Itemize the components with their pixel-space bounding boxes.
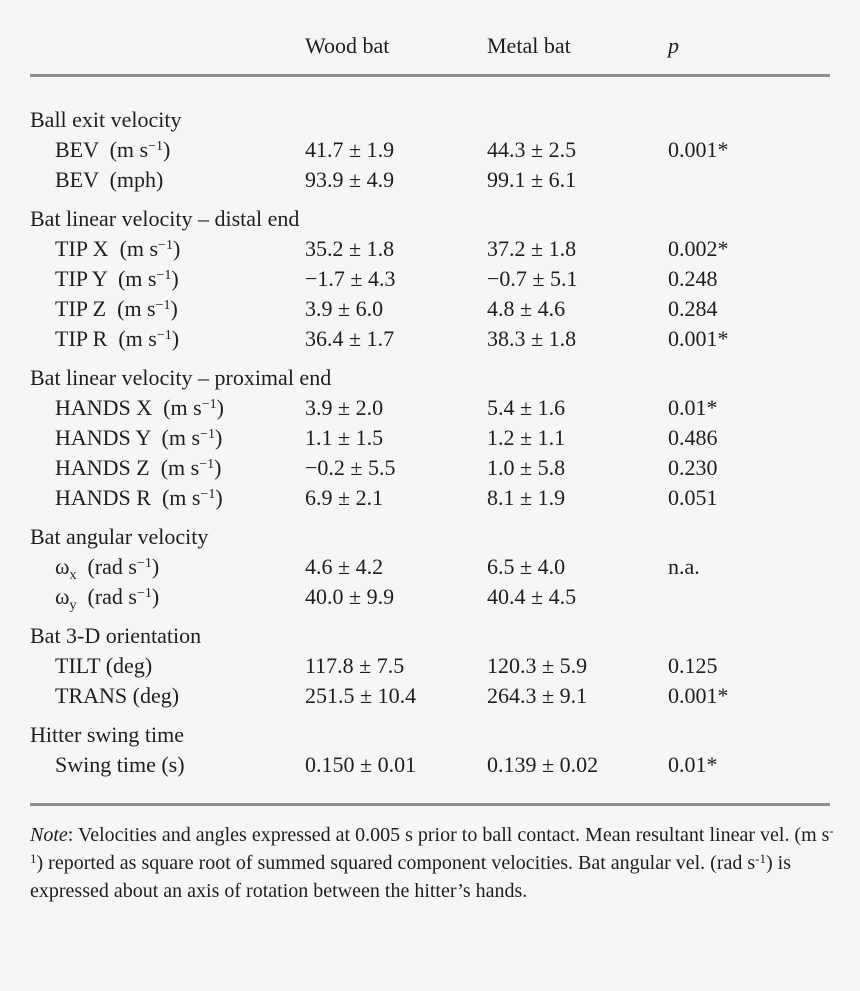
label-text: BEV (m s [55,137,149,162]
header-spacer [30,33,305,59]
cell-wood: 3.9 ± 2.0 [305,395,384,420]
section-title: Bat 3-D orientation [30,623,202,648]
table-row [30,483,830,513]
label-text: ) [151,554,160,579]
row-label [55,135,305,165]
col-header-p: p [668,33,679,58]
label-text: ) [214,425,223,450]
cell-p: 0.486 [668,425,718,450]
table-row [30,324,830,354]
cell-wood: 4.6 ± 4.2 [305,554,384,579]
label-sup: −1 [156,328,172,343]
label-sup: −1 [199,457,215,472]
table-row [30,651,830,681]
label-text: TIP Y (m s [55,266,157,291]
cell-metal: 5.4 ± 1.6 [487,395,566,420]
label-sub: x [69,568,77,583]
cell-wood: 0.150 ± 0.01 [305,752,417,777]
row-label [55,681,305,711]
cell-p: 0.001* [668,137,729,162]
row-label [55,294,305,324]
cell-wood: 6.9 ± 2.1 [305,485,384,510]
cell-metal: 37.2 ± 1.8 [487,236,577,261]
row-label [55,552,305,582]
label-text: (rad s [76,584,137,609]
cell-p [668,582,830,612]
cell-p: 0.001* [668,326,729,351]
cell-wood: 1.1 ± 1.5 [305,425,384,450]
row-label [55,234,305,264]
label-text: TILT (deg) [55,653,153,678]
table-row [30,234,830,264]
cell-metal: 8.1 ± 1.9 [487,485,566,510]
section-title: Bat linear velocity – proximal end [30,365,332,390]
table-section [30,720,830,780]
label-text: TIP X (m s [55,236,159,261]
footer-rule [30,803,830,806]
cell-p: 0.051 [668,485,718,510]
cell-metal: 120.3 ± 5.9 [487,653,588,678]
cell-wood: 36.4 ± 1.7 [305,326,395,351]
row-label [55,582,305,612]
label-text: ) [151,584,160,609]
label-text: BEV (mph) [55,167,164,192]
label-text: TIP Z (m s [55,296,156,321]
label-sup: −1 [201,397,217,412]
note-segment: -1 [755,851,767,866]
label-text: ) [171,266,179,291]
row-label [55,165,305,195]
row-label [55,453,305,483]
cell-wood: 40.0 ± 9.9 [305,584,395,609]
cell-metal: 99.1 ± 6.1 [487,167,577,192]
label-text: HANDS X (m s [55,395,202,420]
cell-wood: 41.7 ± 1.9 [305,137,395,162]
cell-wood: 251.5 ± 10.4 [305,683,417,708]
table-body [30,77,830,780]
row-label [55,483,305,513]
cell-p: n.a. [668,554,700,579]
table-section [30,204,830,354]
label-sup: −1 [156,268,172,283]
label-text: ω [55,584,70,609]
note-segment: : Velocities and angles expressed at 0.005 s prior to ball contact. Mean resultant linear vel. (m s [67,824,830,846]
cell-p: 0.001* [668,683,729,708]
cell-p: 0.125 [668,653,718,678]
note-segment: ) is expressed about an axis of rotation between the hitter’s hands. [30,852,792,902]
table-row [30,294,830,324]
cell-wood: −0.2 ± 5.5 [305,455,396,480]
cell-metal: 1.0 ± 5.8 [487,455,566,480]
table-row [30,165,830,195]
table-section [30,522,830,612]
table-row [30,135,830,165]
section-title: Bat angular velocity [30,524,209,549]
row-label [55,324,305,354]
cell-metal: 40.4 ± 4.5 [487,584,577,609]
cell-metal: 264.3 ± 9.1 [487,683,588,708]
cell-p [668,165,830,195]
label-sup: −1 [155,298,171,313]
table-section [30,621,830,711]
label-text: ) [216,395,224,420]
note-segment: -1 [30,823,834,866]
label-text: TIP R (m s [55,326,157,351]
stats-table [30,0,834,905]
table-row [30,750,830,780]
note-segment: Note [30,824,68,846]
row-label [55,393,305,423]
label-text: ω [55,554,70,579]
label-text: ) [163,137,171,162]
cell-wood: −1.7 ± 4.3 [305,266,396,291]
cell-wood: 117.8 ± 7.5 [305,653,405,678]
label-text: ) [215,485,223,510]
label-text: Swing time (s) [55,752,185,777]
section-title: Ball exit velocity [30,107,182,132]
cell-p: 0.002* [668,236,729,261]
label-text: TRANS (deg) [55,683,180,708]
label-sup: −1 [136,556,152,571]
cell-p: 0.230 [668,455,718,480]
table-row [30,552,830,582]
table-header-row [30,0,830,74]
row-label [55,423,305,453]
cell-metal: −0.7 ± 5.1 [487,266,578,291]
cell-metal: 1.2 ± 1.1 [487,425,566,450]
label-sup: −1 [148,139,164,154]
label-sub: y [69,598,77,613]
table-row [30,393,830,423]
section-title: Hitter swing time [30,722,184,747]
table-section [30,363,830,513]
cell-p: 0.01* [668,752,718,777]
table-section [30,105,830,195]
label-sup: −1 [200,427,215,442]
cell-p: 0.284 [668,296,718,321]
row-label [55,651,305,681]
table-row [30,453,830,483]
row-label [55,750,305,780]
label-sup: −1 [136,586,152,601]
cell-metal: 6.5 ± 4.0 [487,554,566,579]
label-sup: −1 [158,238,173,253]
label-text: (rad s [76,554,137,579]
label-text: ) [172,236,181,261]
cell-metal: 38.3 ± 1.8 [487,326,577,351]
note-segment: ) reported as square root of summed squared component velocities. Bat angular vel. (rad s [36,852,756,874]
label-text: ) [171,326,180,351]
table-row [30,423,830,453]
cell-wood: 3.9 ± 6.0 [305,296,384,321]
label-text: HANDS Y (m s [55,425,201,450]
cell-metal: 44.3 ± 2.5 [487,137,577,162]
table-row [30,681,830,711]
table-row [30,264,830,294]
cell-p: 0.01* [668,395,718,420]
cell-p: 0.248 [668,266,718,291]
col-header-metal-bat: Metal bat [487,33,571,58]
table-row [30,582,830,612]
cell-wood: 93.9 ± 4.9 [305,167,395,192]
note-text [30,821,842,905]
label-text: HANDS R (m s [55,485,201,510]
cell-metal: 0.139 ± 0.02 [487,752,599,777]
label-text: HANDS Z (m s [55,455,200,480]
section-title: Bat linear velocity – distal end [30,206,300,231]
col-header-wood-bat: Wood bat [305,33,390,58]
cell-wood: 35.2 ± 1.8 [305,236,395,261]
label-sup: −1 [200,487,216,502]
label-text: ) [214,455,222,480]
row-label [55,264,305,294]
cell-metal: 4.8 ± 4.6 [487,296,566,321]
label-text: ) [170,296,178,321]
